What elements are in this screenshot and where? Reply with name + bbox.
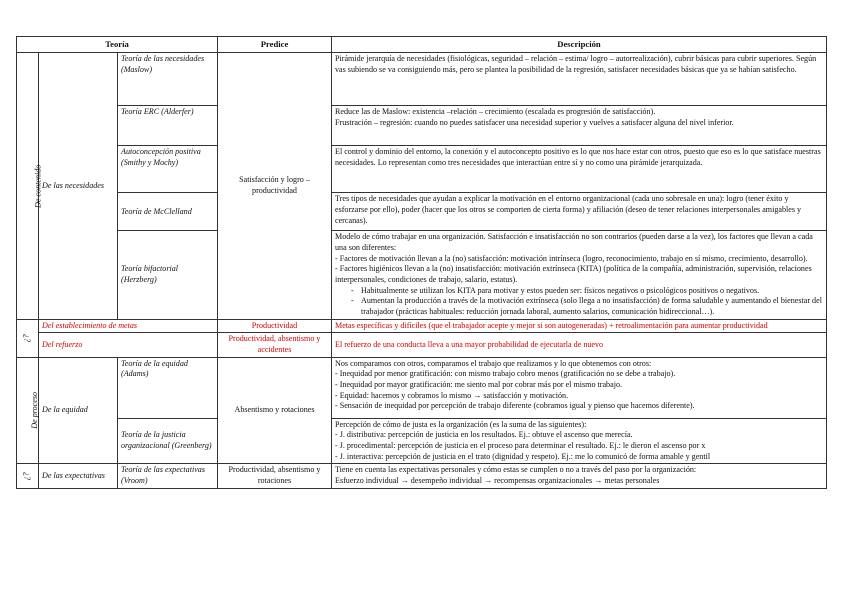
predice-metas: Productividad (218, 319, 332, 333)
desc-refuerzo: El refuerzo de una conducta lleva a una mayor probabilidad de ejecutarla de nuevo (332, 333, 827, 357)
desc-maslow: Pirámide jerarquía de necesidades (fisiológicas, seguridad – relación – estima/ logro – autorrealización), cubrir básicas para cubrir superiores. Según vas subiendo se va consiguiendo más, pero se plantea la posibilidad de la regresión, satisfacer necesidades básicas que ya se habían satisfecho. (332, 53, 827, 106)
subgroup-equidad: De la equidad (39, 357, 118, 464)
desc-adams: Nos comparamos con otros, comparamos el trabajo que realizamos y lo que obtenemos con otros: - Inequidad por menor gratificación: con mismo trabajo cobro menos (gratificación no se debe a trabajo). - Inequidad por mayor gratificación: me siento mal por cobrar más por el mismo trabajo. - Equidad: hacemos y cobramos lo mismo → satisfacción y motivación. - Sensación de inequidad por percepción de trabajo diferente (cobramos igual y pienso que hacemos diferente). (332, 357, 827, 418)
header-descripcion: Descripción (332, 37, 827, 53)
desc-alderfer: Reduce las de Maslow: existencia –relación – crecimiento (escalada es progresión de satisfacción). Frustración – regresión: cuando no puedes satisfacer una necesidad superior y vuelves a satisfacer alguna del nivel inferior. (332, 106, 827, 146)
theory-autoconcepcion: Autoconcepción positiva (Smithy y Mochy) (118, 146, 218, 193)
predice-expectativas: Productividad, absentismo y rotaciones (218, 464, 332, 488)
list-item: - Habitualmente se utilizan los KITA para motivar y estos pueden ser: físicos negativos o psicológicos positivos o negativos. (361, 286, 823, 297)
theory-metas: Del establecimiento de metas (39, 319, 218, 333)
table-row (17, 357, 827, 418)
theory-herzberg: Teoría bifactorial (Herzberg) (118, 231, 218, 319)
subgroup-expectativas: De las expectativas (39, 464, 118, 488)
table-row (17, 231, 827, 319)
table-row (17, 333, 827, 357)
table-row (17, 464, 827, 488)
predice-equidad: Absentismo y rotaciones (218, 357, 332, 464)
list-item: - Aumentan la producción a través de la motivación extrínseca (solo llega a no insatisfacción) de forma saludable y aumentando el bienestar del trabajador (prácticas habituales: reducción jornada laboral, aumento salarios, comunicación bidireccional…). (361, 296, 823, 317)
theory-greenberg: Teoría de la justicia organizacional (Greenberg) (118, 418, 218, 464)
group-contenido: De contenido (17, 53, 39, 319)
desc-mcclelland: Tres tipos de necesidades que ayudan a explicar la motivación en el entorno organizacional (cada uno sobresale en una): logro (tener éxito y esforzarse por ello), poder (hacer que los otros se comporten de cierta forma) y afiliación (deseo de tener relaciones interpersonales amigables y cercanas). (332, 193, 827, 231)
theory-adams: Teoría de la equidad (Adams) (118, 357, 218, 418)
group-proceso: De proceso (17, 357, 39, 464)
header-row (17, 37, 827, 53)
theory-alderfer: Teoría ERC (Alderfer) (118, 106, 218, 146)
theory-refuerzo: Del refuerzo (39, 333, 218, 357)
table-row (17, 53, 827, 106)
desc-greenberg: Percepción de cómo de justa es la organización (es la suma de las siguientes): - J. distributiva: percepción de justicia en los resultados. Ej.: obtuve el ascenso que merecía. - J. procedimental: percepción de justicia en el proceso para determinar el resultado. Ej.: le dieron el ascenso por x - J. interactiva: percepción de justicia en el trato (dignidad y respeto). Ej.: me lo comunicó de forma amable y gentil (332, 418, 827, 464)
group-q2: ¿? (17, 464, 39, 488)
header-predice: Predice (218, 37, 332, 53)
theory-maslow: Teoría de las necesidades (Maslow) (118, 53, 218, 106)
table-row (17, 193, 827, 231)
table-row (17, 319, 827, 333)
theory-vroom: Teoría de las expectativas (Vroom) (118, 464, 218, 488)
table-row (17, 146, 827, 193)
theory-mcclelland: Teoría de McClelland (118, 193, 218, 231)
desc-herzberg: Modelo de cómo trabajar en una organización. Satisfacción e insatisfacción no son contrarios (pueden darse a la vez), los factores que llevan a cada una son diferentes: - Factores de motivación llevan a la (no) satisfacción: motivación intrínseca (logro, reconocimiento, trabajo en sí mismo, crecimiento, desarrollo). - Factores higiénicos llevan a la (no) insatisfacción: motivación extrínseca (KITA) (política de la compañía, administración, supervisión, relaciones interpersonales, condiciones de trabajo, salario, estatus). - Habitualmente se utilizan los KITA para motivar y estos pueden ser: físicos negativos o psicológicos positivos o negativos. - Aumentan la producción a través de la motivación extrínseca (solo llega a no insatisfacción) de forma saludable y aumentando el bienestar del trabajador (prácticas habituales: reducción jornada laboral, aumento salarios, comunicación bidireccional…). (332, 231, 827, 319)
table-row (17, 418, 827, 464)
header-teoria: Teoría (17, 37, 218, 53)
table-row (17, 106, 827, 146)
subgroup-necesidades: De las necesidades (39, 53, 118, 319)
predice-necesidades: Satisfacción y logro – productividad (218, 53, 332, 319)
predice-refuerzo: Productividad, absentismo y accidentes (218, 333, 332, 357)
desc-vroom: Tiene en cuenta las expectativas personales y cómo estas se cumplen o no a través del paso por la organización: Esfuerzo individual → desempeño individual → recompensas organizacionales → metas personales (332, 464, 827, 488)
desc-autoconcepcion: El control y dominio del entorno, la conexión y el autoconcepto positivo es lo que nos hace estar con otros, puesto que eso es lo que satisface nuestras necesidades. Lo representan como tres necesidades que interactúan entre sí y no como una pirámide jerarquizada. (332, 146, 827, 193)
desc-metas: Metas específicas y difíciles (que el trabajador acepte y mejor si son autogeneradas) + retroalimentación para aumentar productividad (332, 319, 827, 333)
group-q1: ¿? (17, 319, 39, 357)
theories-table (16, 36, 827, 489)
